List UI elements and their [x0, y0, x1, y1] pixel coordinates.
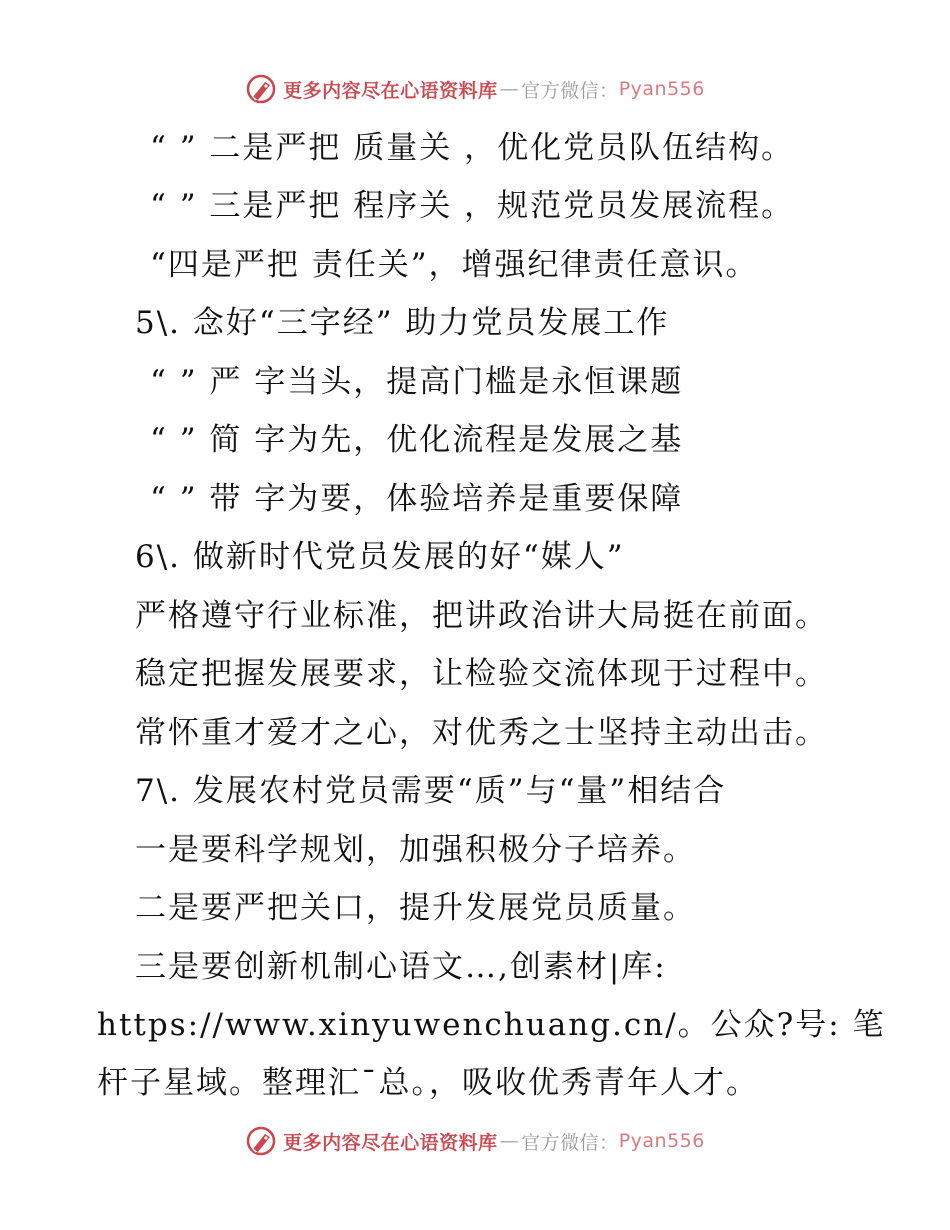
text-line-11: 常怀重才爱才之心，对优秀之士坚持主动出击。 — [135, 715, 828, 751]
text-line-9: 严格遵守行业标准，把讲政治讲大局挺在前面。 — [135, 598, 828, 634]
watermark-wechat-id: Pyan556 — [618, 1130, 705, 1152]
pen-nib-logo-icon — [245, 73, 277, 105]
watermark-wechat-label: 官方微信： — [521, 79, 619, 102]
text-line-16: https://www.xinyuwenchuang.cn/。公众?号: 笔 — [97, 1007, 886, 1043]
section-heading-6: 6\. 做新时代党员发展的好“媒人” — [135, 539, 625, 575]
footer-watermark — [0, 1125, 950, 1157]
header-watermark — [0, 73, 950, 105]
text-line-17: 杆子星域。整理汇¯总。，吸收优秀青年人才。 — [97, 1065, 759, 1101]
text-line-15: 三是要创新机制心语文…,创素材|库: — [135, 949, 667, 985]
section-heading-7: 7\. 发展农村党员需要“质”与“量”相结合 — [135, 773, 727, 809]
watermark-dash: — — [499, 78, 520, 100]
text-line-6: “ ” 简 字为先，优化流程是发展之基 — [150, 422, 684, 458]
text-line-2: “ ” 三是严把 程序关 ，规范党员发展流程。 — [150, 188, 795, 224]
pen-nib-logo-icon — [245, 1125, 277, 1157]
text-line-13: 一是要科学规划，加强积极分子培养。 — [135, 832, 696, 868]
watermark-title: 更多内容尽在心语资料库 — [283, 79, 498, 102]
watermark-wechat-id: Pyan556 — [618, 78, 705, 100]
text-line-10: 稳定把握发展要求，让检验交流体现于过程中。 — [135, 656, 828, 692]
text-line-14: 二是要严把关口，提升发展党员质量。 — [135, 890, 696, 926]
watermark-dash: — — [499, 1130, 520, 1152]
section-heading-5: 5\. 念好“三字经” 助力党员发展工作 — [135, 305, 670, 341]
watermark-wechat-label: 官方微信： — [521, 1131, 619, 1154]
text-line-5: “ ” 严 字当头，提高门槛是永恒课题 — [150, 364, 684, 400]
text-line-7: “ ” 带 字为要，体验培养是重要保障 — [150, 481, 684, 517]
text-line-3: “四是严把 责任关”，增强纪律责任意识。 — [150, 247, 759, 283]
text-line-1: “ ” 二是严把 质量关 ，优化党员队伍结构。 — [150, 130, 795, 166]
watermark-title: 更多内容尽在心语资料库 — [283, 1131, 498, 1154]
